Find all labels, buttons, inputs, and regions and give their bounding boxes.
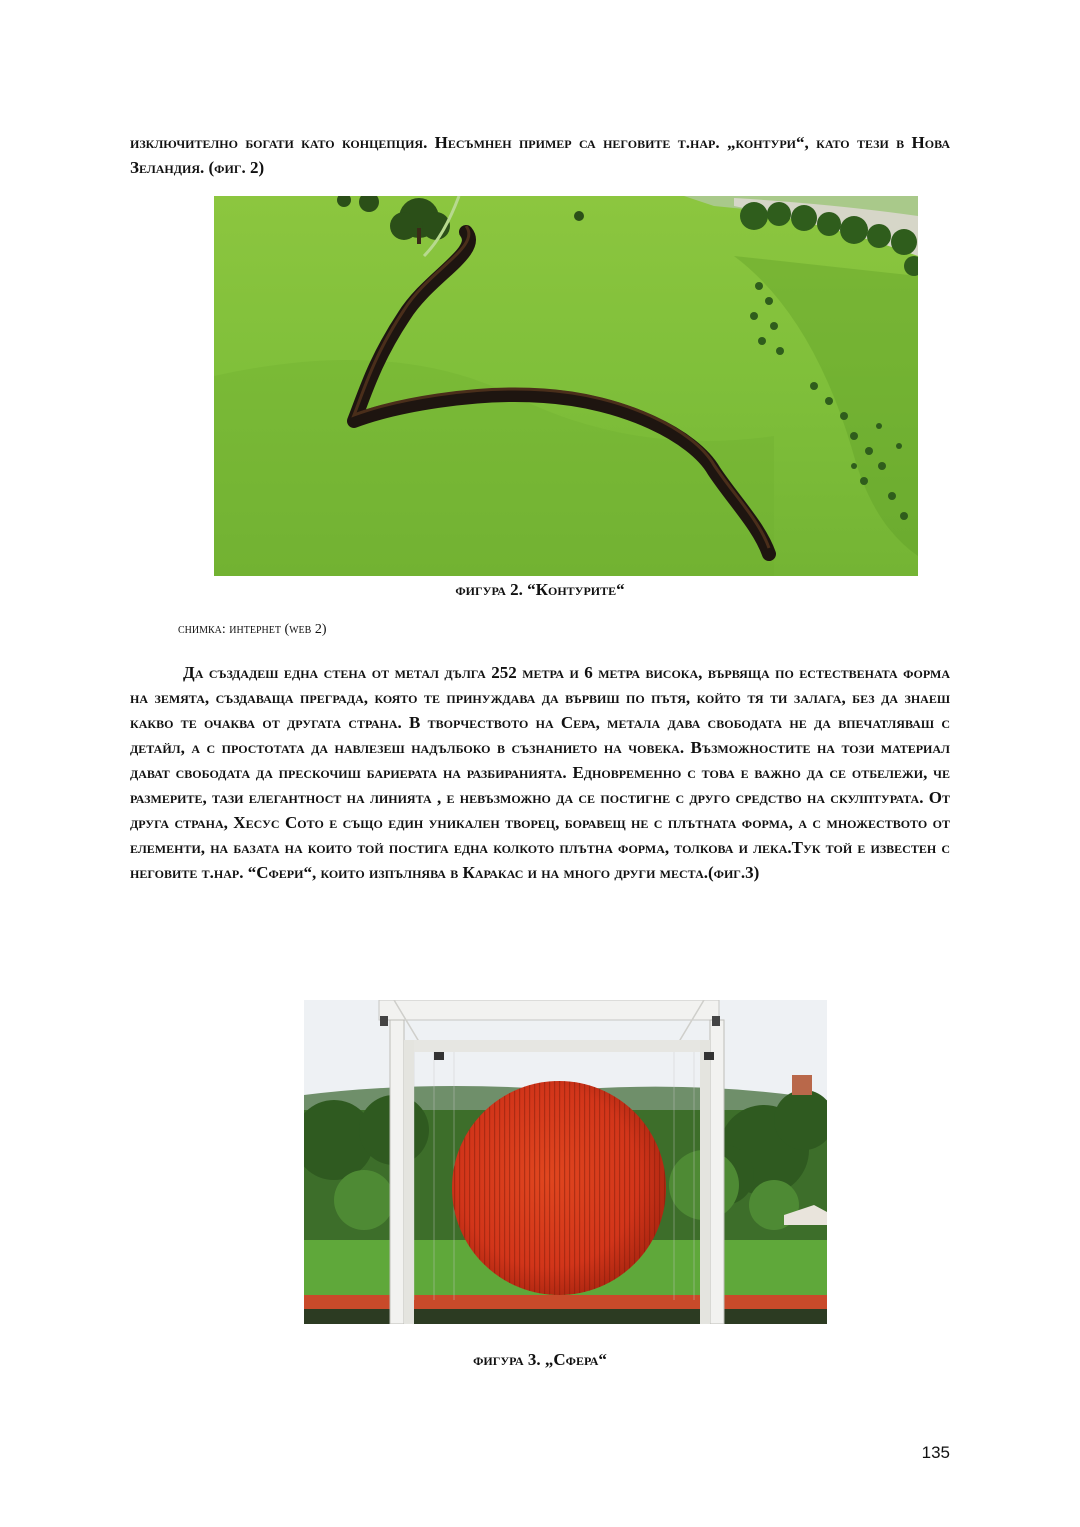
- figure-3-caption: фигура 3. „Сфера“: [473, 1350, 607, 1369]
- figure-3-sphere-photo: [304, 1000, 827, 1324]
- paragraph-main: Да създадеш една стена от метал дълга 252 метра и 6 метра висока, вървяща по естествената форма на земята, създаваща преграда, която те принуждава да вървиш по пътя, който тя ти залага, без да знаеш какво те очаква от другата страна. В творчеството на Сера, метала дава свободата не да впечатляваш с детайл, а с простотата да навлезеш надълбоко в съзнанието на човека. Възможностите на този материал дават свободата да прескочиш бариерата на разбиранията. Едновременно с това е важно да се отбележи, че размерите, тази елегантност на линията , е невъзможно да се постигне с друго средство на скулптурата. От друга страна, Хесус Сото е също един уникален творец, боравещ не с плътната форма, а с множеството от елементи, на базата на които той постига една колкото плътна форма, толкова и лека.Тук той е известен с неговите т.нар. “Сфери“, които изпълнява в Каракас и на много други места.(фиг.3): [130, 663, 951, 882]
- figure-2-caption: фигура 2. “Контурите“: [455, 580, 625, 599]
- figure-2-contours-photo: [214, 196, 918, 576]
- paragraph-intro: изключително богати като концепция. Несъмнен пример са неговите т.нар. „контури“, като тези в Нова Зеландия. (фиг. 2): [130, 133, 950, 177]
- figure-2-credit: снимка: интернет (web 2): [178, 622, 327, 637]
- page-number: 135: [921, 1443, 950, 1462]
